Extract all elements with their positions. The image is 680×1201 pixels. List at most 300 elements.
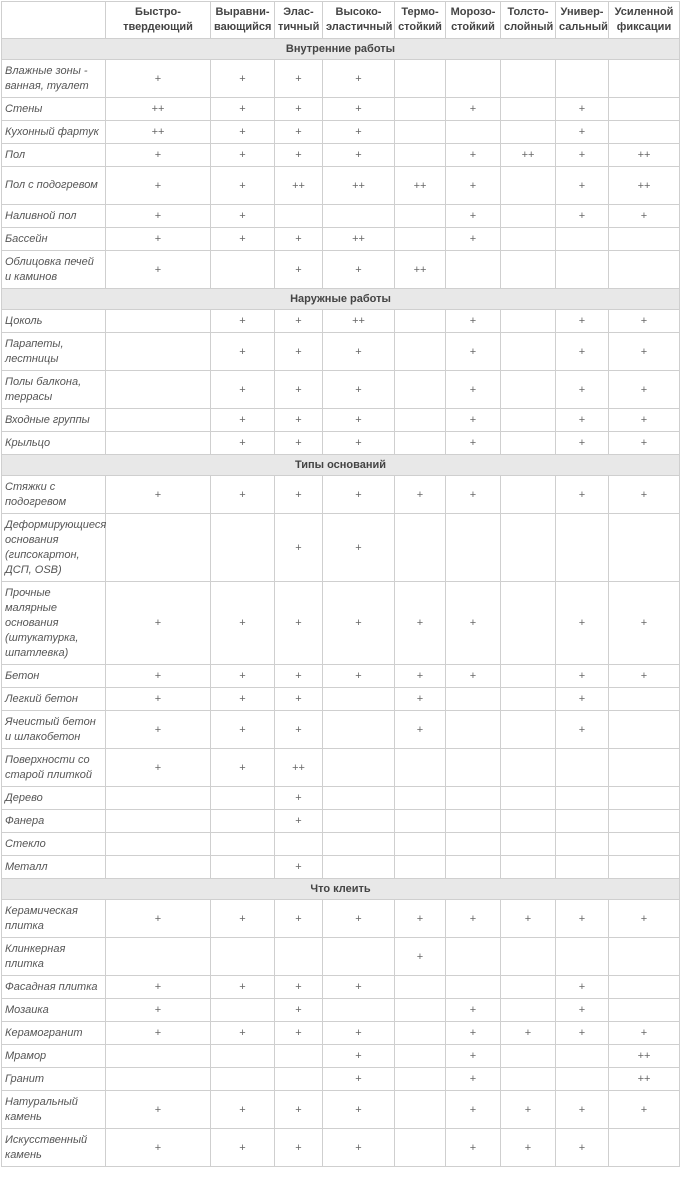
- table-cell: +: [609, 476, 680, 514]
- table-cell: +: [275, 1022, 323, 1045]
- table-row: [2, 205, 680, 228]
- section-title: Что клеить: [2, 879, 680, 900]
- table-cell: ++: [395, 251, 446, 289]
- table-cell: [323, 749, 395, 787]
- table-row: [2, 167, 680, 205]
- table-cell: [446, 60, 501, 98]
- table-cell: +: [446, 205, 501, 228]
- table-cell: [395, 810, 446, 833]
- table-cell: +: [323, 144, 395, 167]
- table-cell: +: [609, 1091, 680, 1129]
- row-label: Натуральный камень: [2, 1091, 106, 1129]
- table-cell: +: [275, 810, 323, 833]
- table-cell: [501, 856, 556, 879]
- row-label: Парапеты, лестницы: [2, 333, 106, 371]
- row-label: Стены: [2, 98, 106, 121]
- table-cell: +: [211, 900, 275, 938]
- table-row: [2, 582, 680, 665]
- table-cell: +: [275, 251, 323, 289]
- table-cell: ++: [609, 167, 680, 205]
- table-cell: [446, 121, 501, 144]
- table-cell: +: [556, 121, 609, 144]
- row-label: Цоколь: [2, 310, 106, 333]
- table-cell: [395, 976, 446, 999]
- section-title: Наружные работы: [2, 289, 680, 310]
- table-cell: +: [275, 310, 323, 333]
- table-cell: +: [106, 205, 211, 228]
- table-cell: +: [211, 1022, 275, 1045]
- row-label: Поверхности со старой плиткой: [2, 749, 106, 787]
- table-cell: +: [275, 333, 323, 371]
- section-title: Типы оснований: [2, 455, 680, 476]
- table-cell: +: [106, 1022, 211, 1045]
- table-row: [2, 228, 680, 251]
- column-header: Высоко- эластичный: [323, 2, 395, 39]
- table-cell: [395, 833, 446, 856]
- column-header: Усиленной фиксации: [609, 2, 680, 39]
- table-cell: +: [211, 98, 275, 121]
- table-cell: [501, 582, 556, 665]
- row-label: Кухонный фартук: [2, 121, 106, 144]
- table-cell: [395, 121, 446, 144]
- table-cell: +: [211, 688, 275, 711]
- table-cell: [323, 938, 395, 976]
- table-cell: [446, 749, 501, 787]
- table-cell: [395, 514, 446, 582]
- table-cell: +: [556, 432, 609, 455]
- table-cell: [501, 60, 556, 98]
- table-cell: +: [501, 1091, 556, 1129]
- table-cell: [556, 514, 609, 582]
- table-row: [2, 787, 680, 810]
- table-cell: [395, 310, 446, 333]
- table-cell: [501, 476, 556, 514]
- row-label: Легкий бетон: [2, 688, 106, 711]
- table-cell: [501, 251, 556, 289]
- table-cell: [106, 333, 211, 371]
- table-cell: [501, 514, 556, 582]
- table-cell: ++: [609, 144, 680, 167]
- table-cell: [609, 999, 680, 1022]
- table-cell: +: [211, 228, 275, 251]
- table-cell: [556, 833, 609, 856]
- table-cell: [501, 1068, 556, 1091]
- table-cell: [556, 1068, 609, 1091]
- table-cell: +: [556, 310, 609, 333]
- table-cell: +: [211, 205, 275, 228]
- table-cell: [395, 1068, 446, 1091]
- column-header: Морозо- стойкий: [446, 2, 501, 39]
- table-cell: +: [446, 167, 501, 205]
- table-cell: +: [556, 476, 609, 514]
- table-cell: +: [556, 205, 609, 228]
- table-cell: [609, 787, 680, 810]
- table-cell: [395, 999, 446, 1022]
- row-label: Стекло: [2, 833, 106, 856]
- table-cell: +: [211, 310, 275, 333]
- table-cell: ++: [106, 121, 211, 144]
- table-cell: +: [211, 371, 275, 409]
- table-cell: +: [446, 310, 501, 333]
- table-cell: +: [556, 144, 609, 167]
- table-cell: [501, 1045, 556, 1068]
- table-cell: +: [106, 711, 211, 749]
- row-label: Дерево: [2, 787, 106, 810]
- table-row: [2, 333, 680, 371]
- table-cell: +: [275, 688, 323, 711]
- column-header: Универ- сальный: [556, 2, 609, 39]
- row-label: Бетон: [2, 665, 106, 688]
- table-cell: [609, 98, 680, 121]
- table-cell: +: [106, 665, 211, 688]
- table-cell: +: [211, 409, 275, 432]
- table-cell: [556, 749, 609, 787]
- table-cell: [106, 310, 211, 333]
- table-cell: [211, 856, 275, 879]
- table-cell: +: [323, 1068, 395, 1091]
- table-cell: [556, 1045, 609, 1068]
- table-cell: +: [609, 900, 680, 938]
- table-cell: +: [609, 310, 680, 333]
- table-row: [2, 514, 680, 582]
- table-cell: +: [106, 1129, 211, 1167]
- table-cell: [106, 432, 211, 455]
- table-cell: +: [275, 476, 323, 514]
- table-row: [2, 810, 680, 833]
- table-cell: +: [395, 476, 446, 514]
- table-cell: [501, 976, 556, 999]
- table-cell: +: [275, 98, 323, 121]
- section-header-row: [2, 879, 680, 900]
- table-cell: +: [609, 333, 680, 371]
- table-cell: [211, 810, 275, 833]
- row-label: Фасадная плитка: [2, 976, 106, 999]
- table-cell: ++: [609, 1045, 680, 1068]
- table-cell: +: [275, 787, 323, 810]
- table-cell: [501, 167, 556, 205]
- table-cell: +: [446, 900, 501, 938]
- table-row: [2, 1068, 680, 1091]
- table-row: [2, 432, 680, 455]
- table-cell: +: [275, 409, 323, 432]
- table-cell: +: [275, 856, 323, 879]
- row-label: Полы балкона, террасы: [2, 371, 106, 409]
- table-cell: +: [211, 432, 275, 455]
- table-row: [2, 688, 680, 711]
- table-cell: [106, 787, 211, 810]
- table-cell: +: [211, 121, 275, 144]
- table-row: [2, 1129, 680, 1167]
- table-cell: +: [323, 1045, 395, 1068]
- row-label: Стяжки с подогревом: [2, 476, 106, 514]
- table-cell: [395, 856, 446, 879]
- table-cell: +: [446, 665, 501, 688]
- table-cell: +: [323, 476, 395, 514]
- table-cell: [395, 205, 446, 228]
- table-cell: +: [446, 1091, 501, 1129]
- table-cell: [323, 999, 395, 1022]
- table-cell: +: [275, 121, 323, 144]
- table-cell: [446, 810, 501, 833]
- table-cell: +: [446, 409, 501, 432]
- table-cell: +: [211, 582, 275, 665]
- table-cell: +: [106, 251, 211, 289]
- table-cell: [556, 938, 609, 976]
- table-cell: +: [609, 432, 680, 455]
- table-row: [2, 900, 680, 938]
- row-label: Мозаика: [2, 999, 106, 1022]
- table-cell: [211, 787, 275, 810]
- table-cell: [609, 976, 680, 999]
- table-cell: [323, 833, 395, 856]
- table-cell: [395, 432, 446, 455]
- table-cell: +: [275, 900, 323, 938]
- table-cell: +: [501, 900, 556, 938]
- table-cell: +: [556, 409, 609, 432]
- table-cell: +: [323, 514, 395, 582]
- row-label: Наливной пол: [2, 205, 106, 228]
- table-cell: [395, 1091, 446, 1129]
- table-cell: +: [501, 1022, 556, 1045]
- table-row: [2, 60, 680, 98]
- table-row: [2, 310, 680, 333]
- table-cell: [395, 98, 446, 121]
- table-cell: +: [446, 333, 501, 371]
- table-cell: +: [106, 144, 211, 167]
- table-cell: +: [106, 749, 211, 787]
- table-cell: +: [275, 144, 323, 167]
- table-cell: [556, 856, 609, 879]
- column-header: Элас- тичный: [275, 2, 323, 39]
- table-cell: [501, 711, 556, 749]
- table-cell: +: [275, 1129, 323, 1167]
- table-cell: [211, 514, 275, 582]
- section-header-row: [2, 455, 680, 476]
- table-cell: [395, 60, 446, 98]
- row-label: Клинкерная плитка: [2, 938, 106, 976]
- table-cell: +: [275, 711, 323, 749]
- table-cell: [556, 787, 609, 810]
- table-cell: [556, 810, 609, 833]
- table-cell: [395, 1129, 446, 1167]
- table-cell: ++: [323, 310, 395, 333]
- table-cell: +: [395, 900, 446, 938]
- table-cell: +: [323, 371, 395, 409]
- table-cell: +: [556, 371, 609, 409]
- table-cell: [211, 1068, 275, 1091]
- column-header: Термо- стойкий: [395, 2, 446, 39]
- row-label: Ячеистый бетон и шлакобетон: [2, 711, 106, 749]
- table-cell: [501, 999, 556, 1022]
- table-row: [2, 665, 680, 688]
- table-cell: [501, 98, 556, 121]
- table-cell: [106, 371, 211, 409]
- table-cell: [501, 371, 556, 409]
- table-cell: [446, 251, 501, 289]
- table-cell: +: [609, 205, 680, 228]
- column-header: Выравни- вающийся: [211, 2, 275, 39]
- table-row: [2, 999, 680, 1022]
- table-cell: +: [395, 711, 446, 749]
- row-label: Мрамор: [2, 1045, 106, 1068]
- row-label: Гранит: [2, 1068, 106, 1091]
- table-row: [2, 476, 680, 514]
- table-cell: [106, 1045, 211, 1068]
- table-cell: +: [211, 665, 275, 688]
- table-cell: [609, 514, 680, 582]
- row-label: Керамическая плитка: [2, 900, 106, 938]
- table-body: [2, 39, 680, 1167]
- table-cell: +: [556, 900, 609, 938]
- table-cell: +: [609, 582, 680, 665]
- table-cell: ++: [323, 228, 395, 251]
- table-cell: [501, 749, 556, 787]
- table-cell: +: [556, 688, 609, 711]
- table-cell: +: [275, 665, 323, 688]
- table-cell: +: [106, 688, 211, 711]
- table-cell: +: [211, 749, 275, 787]
- table-cell: [501, 310, 556, 333]
- table-cell: +: [275, 432, 323, 455]
- table-cell: +: [211, 167, 275, 205]
- table-cell: [501, 228, 556, 251]
- table-cell: +: [211, 711, 275, 749]
- row-label: Пол: [2, 144, 106, 167]
- table-cell: [446, 688, 501, 711]
- table-cell: +: [323, 98, 395, 121]
- table-cell: [556, 228, 609, 251]
- table-cell: [609, 251, 680, 289]
- table-cell: [211, 938, 275, 976]
- table-cell: [323, 787, 395, 810]
- table-cell: +: [275, 228, 323, 251]
- table-cell: [609, 810, 680, 833]
- table-cell: [501, 810, 556, 833]
- table-cell: [395, 371, 446, 409]
- table-cell: [609, 711, 680, 749]
- table-cell: [323, 810, 395, 833]
- table-row: [2, 711, 680, 749]
- table-cell: +: [323, 409, 395, 432]
- table-cell: +: [323, 432, 395, 455]
- table-cell: [106, 810, 211, 833]
- table-cell: +: [609, 1022, 680, 1045]
- table-cell: +: [556, 167, 609, 205]
- table-cell: [609, 833, 680, 856]
- table-cell: [609, 228, 680, 251]
- table-cell: [501, 938, 556, 976]
- table-cell: [395, 749, 446, 787]
- table-cell: +: [609, 409, 680, 432]
- table-cell: +: [446, 371, 501, 409]
- table-row: [2, 1091, 680, 1129]
- table-cell: +: [446, 999, 501, 1022]
- header-corner-cell: [2, 2, 106, 39]
- table-cell: [106, 856, 211, 879]
- table-cell: [275, 833, 323, 856]
- table-row: [2, 371, 680, 409]
- table-cell: [106, 409, 211, 432]
- table-cell: [275, 1045, 323, 1068]
- table-cell: +: [609, 371, 680, 409]
- table-cell: ++: [609, 1068, 680, 1091]
- table-cell: [501, 432, 556, 455]
- table-cell: +: [323, 665, 395, 688]
- table-cell: +: [446, 1068, 501, 1091]
- table-cell: [106, 833, 211, 856]
- table-cell: [446, 833, 501, 856]
- table-cell: +: [323, 1022, 395, 1045]
- table-header-row: [2, 2, 680, 39]
- table-cell: +: [211, 1091, 275, 1129]
- table-cell: [609, 1129, 680, 1167]
- table-cell: [501, 205, 556, 228]
- table-cell: [323, 856, 395, 879]
- row-label: Прочные малярные основания (штукатурка, шпатлевка): [2, 582, 106, 665]
- table-row: [2, 938, 680, 976]
- table-cell: +: [106, 900, 211, 938]
- table-cell: +: [106, 582, 211, 665]
- table-cell: [609, 121, 680, 144]
- table-cell: +: [501, 1129, 556, 1167]
- table-cell: +: [275, 976, 323, 999]
- table-row: [2, 856, 680, 879]
- table-cell: +: [556, 1129, 609, 1167]
- table-row: [2, 1022, 680, 1045]
- table-cell: [395, 228, 446, 251]
- table-cell: [106, 938, 211, 976]
- table-cell: +: [395, 938, 446, 976]
- table-cell: [446, 787, 501, 810]
- table-cell: +: [556, 711, 609, 749]
- table-cell: +: [275, 999, 323, 1022]
- table-cell: +: [395, 582, 446, 665]
- table-cell: [106, 514, 211, 582]
- table-cell: +: [556, 999, 609, 1022]
- table-cell: [609, 856, 680, 879]
- table-cell: +: [106, 228, 211, 251]
- table-cell: ++: [323, 167, 395, 205]
- table-cell: [395, 1022, 446, 1045]
- table-cell: +: [556, 98, 609, 121]
- table-cell: [395, 787, 446, 810]
- table-cell: [275, 1068, 323, 1091]
- table-row: [2, 1045, 680, 1068]
- table-cell: +: [446, 1022, 501, 1045]
- column-header: Толсто- слойный: [501, 2, 556, 39]
- table-cell: [323, 711, 395, 749]
- row-label: Керамогранит: [2, 1022, 106, 1045]
- table-cell: [501, 787, 556, 810]
- table-cell: [556, 251, 609, 289]
- table-cell: +: [556, 333, 609, 371]
- table-cell: +: [446, 144, 501, 167]
- table-cell: +: [556, 665, 609, 688]
- table-cell: [275, 205, 323, 228]
- table-cell: [501, 833, 556, 856]
- table-cell: +: [106, 167, 211, 205]
- table-cell: +: [556, 1022, 609, 1045]
- column-header: Быстро- твердеющий: [106, 2, 211, 39]
- table-cell: +: [556, 976, 609, 999]
- table-cell: +: [106, 1091, 211, 1129]
- table-cell: [609, 749, 680, 787]
- table-cell: [275, 938, 323, 976]
- table-cell: +: [446, 582, 501, 665]
- table-row: [2, 251, 680, 289]
- table-cell: [609, 688, 680, 711]
- table-cell: +: [275, 371, 323, 409]
